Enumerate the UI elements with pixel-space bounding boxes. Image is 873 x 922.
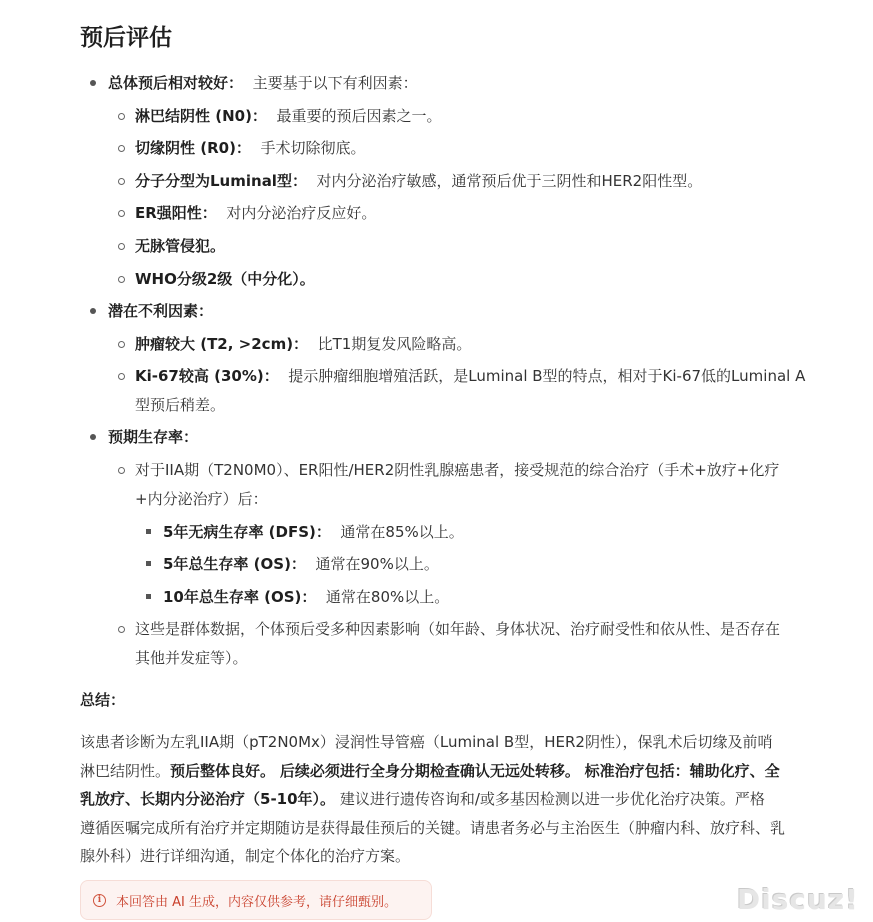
list-item: 对于IIA期（T2N0M0）、ER阳性/HER2阴性乳腺癌患者，接受规范的综合治疗（手术+放疗+化疗 [135,461,780,479]
bullet-circle [118,467,125,474]
bullet-circle [118,210,125,217]
bullet-circle [118,145,125,152]
list-item: 潜在不利因素： [108,302,214,320]
bullet-circle [118,276,125,283]
list-item: WHO分级2级（中分化）。 [135,270,315,288]
bullet-disc [90,308,96,314]
section-heading: 预后评估 [80,25,172,51]
list-item-continuation: 型预后稍差。 [135,396,226,414]
list-item: 这些是群体数据，个体预后受多种因素影响（如年龄、身体状况、治疗耐受性和依从性、是否存在 [135,620,781,638]
discuz-watermark: Discuz! [736,883,859,916]
summary-line: 遵循医嘱完成所有治疗并定期随访是获得最佳预后的关键。请患者务必与主治医生（肿瘤内科、放疗科、乳 [80,819,786,837]
list-item: 无脉管侵犯。 [135,237,226,255]
ai-disclaimer-notice [80,880,432,920]
ai-disclaimer-text: 本回答由 AI 生成，内容仅供参考，请仔细甄别。 [116,894,397,910]
bullet-circle [118,341,125,348]
list-item-continuation: +内分泌治疗）后： [135,490,268,508]
list-item: 切缘阴性 (R0)： 手术切除彻底。 [135,139,366,157]
list-item: 10年总生存率 (OS)： 通常在80%以上。 [163,588,450,606]
list-item: 肿瘤较大 (T2, >2cm)： 比T1期复发风险略高。 [135,335,472,353]
list-item-continuation: 其他并发症等）。 [135,649,248,667]
bullet-square [146,529,151,534]
bullet-circle [118,243,125,250]
list-item: ER强阳性： 对内分泌治疗反应好。 [135,204,377,222]
list-item: 5年无病生存率 (DFS)： 通常在85%以上。 [163,523,464,541]
summary-line: 腺外科）进行详细沟通，制定个体化的治疗方案。 [80,847,411,865]
list-item: 总体预后相对较好： 主要基于以下有利因素： [108,74,418,92]
bullet-disc [90,434,96,440]
bullet-square [146,594,151,599]
bullet-square [146,561,151,566]
summary-line: 淋巴结阴性。预后整体良好。 后续必须进行全身分期检查确认无远处转移。 标准治疗包括：辅助化疗、全 [80,762,780,780]
bullet-circle [118,178,125,185]
info-icon: i [93,894,106,907]
bullet-circle [118,113,125,120]
bullet-circle [118,373,125,380]
bullet-circle [118,626,125,633]
summary-heading: 总结： [80,691,126,709]
list-item: 5年总生存率 (OS)： 通常在90%以上。 [163,555,439,573]
list-item: 淋巴结阴性 (N0)： 最重要的预后因素之一。 [135,107,442,125]
list-item: Ki-67较高 (30%)： 提示肿瘤细胞增殖活跃，是Luminal B型的特点，相对于Ki-67低的Luminal A [135,367,806,385]
summary-line: 该患者诊断为左乳IIA期（pT2N0Mx）浸润性导管癌（Luminal B型，HER2阴性），保乳术后切缘及前哨 [80,733,773,751]
list-item: 预期生存率： [108,428,199,446]
bullet-disc [90,80,96,86]
list-item: 分子分型为Luminal型： 对内分泌治疗敏感，通常预后优于三阴性和HER2阳性型。 [135,172,703,190]
summary-line: 乳放疗、长期内分泌治疗（5-10年）。 建议进行遗传咨询和/或多基因检测以进一步优化治疗决策。严格 [80,790,765,808]
